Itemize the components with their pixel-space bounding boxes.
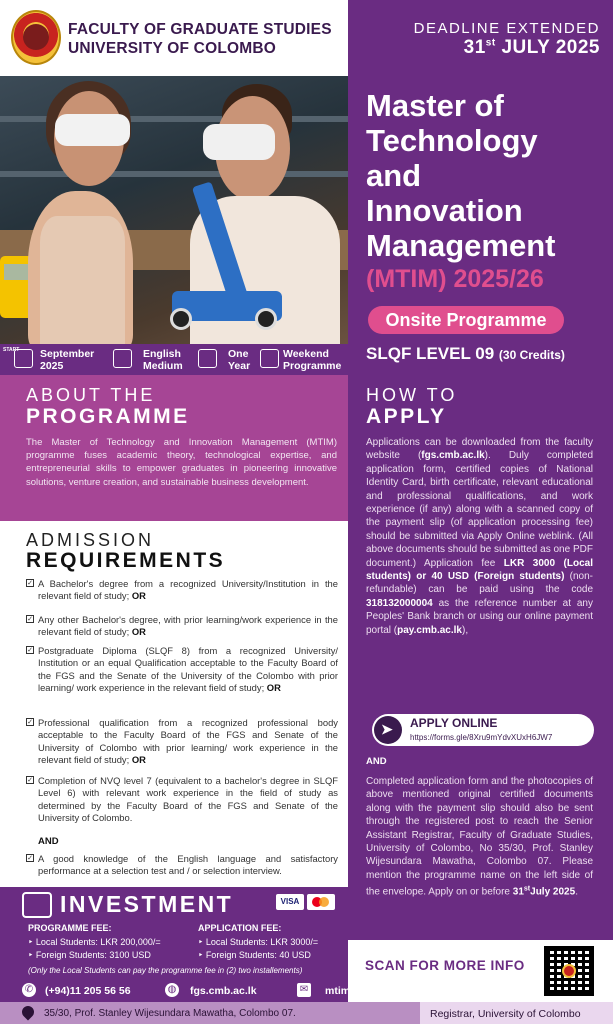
apply-heading-top: HOW TO <box>366 385 458 405</box>
apply-instructions: Applications can be downloaded from the faculty website (fgs.cmb.ac.lk). Duly completed application form, certified copies of National Identity Card, birth certificate, relevant educational and professional qualifications, and work experience (if any) along with a scanned copy of the payment slip (of application processing fee) should be submitted via Apply Online weblink. (All above documents should be submitted as one PDF document.) Application fee LKR 3000 (Local students) or 40 USD (Foreign students) (non-refundable) can be paid using the code 318132000004 as the reference number at any Peoples' Bank branch or using our online payment portal (pay.cmb.ac.lk), <box>366 437 594 636</box>
qr-logo <box>562 964 576 978</box>
programme-title-line: Innovation <box>366 193 523 228</box>
slqf-level: SLQF LEVEL 09 (30 Credits) <box>366 344 565 363</box>
checkbox-icon: ✓ <box>27 719 33 726</box>
medium: English Medium <box>143 348 183 372</box>
requirement-item: ✓ Completion of NVQ level 7 (equivalent to a bachelor's degree in SLQF Level 6) with relevant work experience in the field of study as determined by the Faculty Board of the FGS and Senate of the University of Colombo. <box>27 775 338 824</box>
faculty-name: FACULTY OF GRADUATE STUDIES <box>68 21 332 38</box>
deadline-date: 31st JULY 2025 <box>463 37 600 58</box>
apply-online-url[interactable]: https://forms.gle/8Xru9mYdvXUxH6JW7 <box>410 733 553 742</box>
checkbox-icon: ✓ <box>27 616 33 623</box>
programme-title-line: and <box>366 158 422 193</box>
checkbox-icon: ✓ <box>27 580 33 587</box>
money-hand-icon <box>22 892 52 918</box>
scan-label: SCAN FOR MORE INFO <box>365 958 525 973</box>
checkbox-icon: ✓ <box>27 647 33 654</box>
vr-headset <box>203 124 275 160</box>
and-label: AND <box>38 836 59 847</box>
visa-logo: VISA <box>276 894 304 910</box>
programme-fee-foreign: ‣ Foreign Students: 3100 USD <box>28 950 151 960</box>
about-heading: PROGRAMME <box>26 405 190 428</box>
requirement-item: ✓ Professional qualification from a recognized professional body acceptable to the Faculty Board of the FGS and Senate of the University of Colombo with prior learning/ work experience in the relevant field of study; OR <box>27 717 338 766</box>
programme-fee-label: PROGRAMME FEE: <box>28 923 112 933</box>
start-date: September 2025 <box>40 348 95 372</box>
programme-fee-local: ‣ Local Students: LKR 200,000/= <box>28 937 161 947</box>
language-icon <box>113 349 132 368</box>
crest-logo-center <box>23 24 49 50</box>
deadline-label: DEADLINE EXTENDED <box>413 20 600 37</box>
about-text: The Master of Technology and Innovation Management (MTIM) programme fuses academic theory, technological expertise, and entrepreneurial skills to empower graduates in pioneering innovative solutions, venture creation, and sustainable business development. <box>26 437 337 488</box>
duration: One Year <box>228 348 251 372</box>
requirement-item: ✓ A Bachelor's degree from a recognized University/Institution in the relevant field of study; OR <box>27 578 338 602</box>
apply-heading: APPLY <box>366 405 447 428</box>
university-name: UNIVERSITY OF COLOMBO <box>68 40 277 57</box>
requirement-item: ✓ Postgraduate Diploma (SLQF 8) from a recognized University/ Institution or an equal Qualification acceptable to the Faculty Board of the FGS and the Senate of the University of the Colombo with prior learning/ work experience in the relevant field of study; OR <box>27 645 338 694</box>
phone-number[interactable]: (+94)11 205 56 56 <box>45 985 131 997</box>
programme-code: (MTIM) 2025/26 <box>366 265 544 293</box>
programme-title-line: Management <box>366 228 556 263</box>
admission-section <box>0 521 348 887</box>
programme-title-line: Master of <box>366 88 504 123</box>
mail-icon: ✉ <box>297 983 311 997</box>
programme-title-line: Technology <box>366 123 538 158</box>
about-heading-top: ABOUT THE <box>26 385 156 405</box>
postal-instructions: Completed application form and the photocopies of above mentioned original certified documents along with the payment slip should also be sent through the registered post to reach the Senior Assistant Registrar, Faculty of Graduate Studies, University of Colombo, No 35/30, Prof. Stanley Wijesundara Mawatha, Colombo 07. Please mention the programme name on the left side of the envelope. Apply on or before 31stJuly 2025. <box>366 776 593 898</box>
checkbox-icon: ✓ <box>27 855 33 862</box>
phone-icon: ✆ <box>22 983 36 997</box>
year-icon <box>198 349 217 368</box>
requirement-item: ✓ Any other Bachelor's degree, with prior learning/work experience in the relevant field of study; OR <box>27 614 338 638</box>
application-fee-local: ‣ Local Students: LKR 3000/= <box>198 937 319 947</box>
globe-icon: ◍ <box>165 983 179 997</box>
registrar-signature: Registrar, University of Colombo <box>430 1008 581 1020</box>
admission-heading: REQUIREMENTS <box>26 549 226 572</box>
vr-headset <box>55 114 130 146</box>
requirement-item: ✓ A good knowledge of the English language and satisfactory performance at a selection test and / or selection interview. <box>27 853 338 877</box>
admission-heading-top: ADMISSION <box>26 530 155 550</box>
cursor-arrow-glyph: ➤ <box>381 721 393 737</box>
application-fee-foreign: ‣ Foreign Students: 40 USD <box>198 950 311 960</box>
email-link[interactable]: mtim@fgs.cmb.ac.lk <box>325 985 427 997</box>
apply-online-label[interactable]: APPLY ONLINE <box>410 716 498 730</box>
weekend-icon <box>260 349 279 368</box>
address: 35/30, Prof. Stanley Wijesundara Mawatha, Colombo 07. <box>44 1008 296 1019</box>
and-label: AND <box>366 756 387 767</box>
website-link[interactable]: fgs.cmb.ac.lk <box>190 985 257 997</box>
onsite-badge: Onsite Programme <box>368 306 564 334</box>
hero-photo <box>0 76 348 344</box>
start-label: START <box>3 347 20 353</box>
schedule: Weekend Programme <box>283 348 342 372</box>
checkbox-icon: ✓ <box>27 777 33 784</box>
investment-heading: INVESTMENT <box>60 891 234 917</box>
installment-note: (Only the Local Students can pay the programme fee in (2) two installements) <box>28 966 303 975</box>
application-fee-label: APPLICATION FEE: <box>198 923 282 933</box>
mastercard-logo <box>307 894 335 910</box>
